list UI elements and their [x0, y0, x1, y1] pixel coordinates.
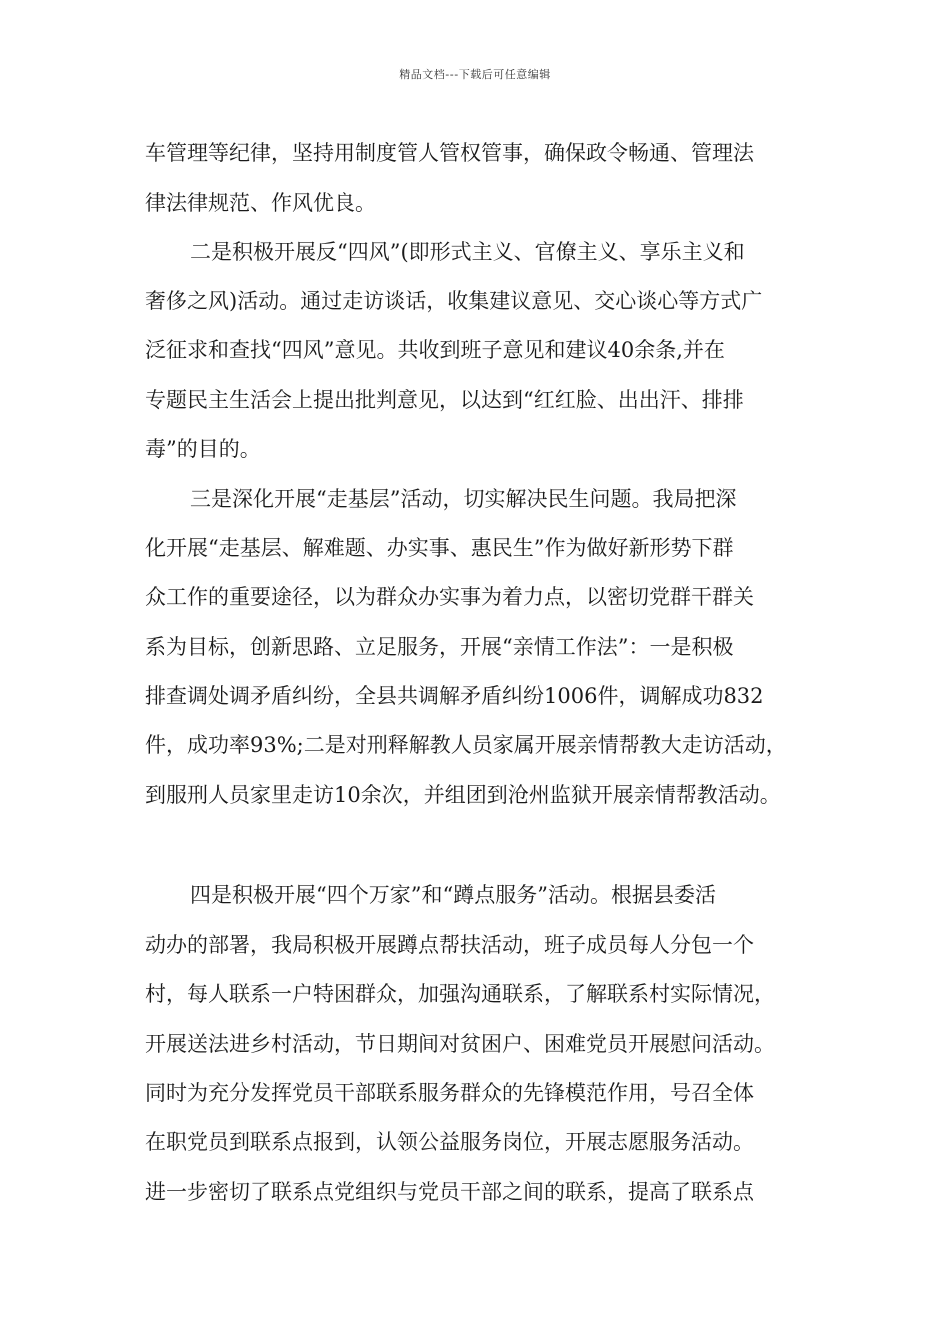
- body-line: 村，每人联系一户特困群众，加强沟通联系，了解联系村实际情况，: [145, 982, 775, 1006]
- body-line: 奢侈之风)活动。通过走访谈话，收集建议意见、交心谈心等方式广: [145, 289, 763, 313]
- page-header: 精品文档---下载后可任意编辑: [399, 68, 551, 81]
- body-line: 件，成功率93%;二是对刑释解教人员家属开展亲情帮教大走访活动，: [145, 733, 787, 757]
- body-line: 众工作的重要途径，以为群众办实事为着力点，以密切党群干群关: [145, 585, 754, 609]
- body-line: 动办的部署，我局积极开展蹲点帮扶活动，班子成员每人分包一个: [145, 933, 754, 957]
- body-line: 化开展“走基层、解难题、办实事、惠民生”作为做好新形势下群: [145, 536, 734, 560]
- body-line: 泛征求和查找“四风”意见。共收到班子意见和建议40余条,并在: [145, 338, 725, 362]
- body-line: 系为目标，创新思路、立足服务，开展“亲情工作法”：一是积极: [145, 635, 734, 659]
- body-line: 律法律规范、作风优良。: [145, 191, 376, 215]
- body-line: 在职党员到联系点报到，认领公益服务岗位，开展志愿服务活动。: [145, 1130, 754, 1154]
- body-line: 排查调处调矛盾纠纷，全县共调解矛盾纠纷1006件，调解成功832: [145, 684, 764, 708]
- body-line: 到服刑人员家里走访10余次，并组团到沧州监狱开展亲情帮教活动。: [145, 783, 781, 807]
- body-line: 二是积极开展反“四风”(即形式主义、官僚主义、享乐主义和: [190, 240, 745, 264]
- body-line: 四是积极开展“四个万家”和“蹲点服务”活动。根据县委活: [190, 883, 716, 907]
- body-line: 进一步密切了联系点党组织与党员干部之间的联系，提高了联系点: [145, 1180, 754, 1204]
- body-line: 开展送法进乡村活动，节日期间对贫困户、困难党员开展慰问活动。: [145, 1032, 775, 1056]
- body-line: 车管理等纪律，坚持用制度管人管权管事，确保政令畅通、管理法: [145, 141, 754, 165]
- body-line: 三是深化开展“走基层”活动，切实解决民生问题。我局把深: [190, 487, 737, 511]
- body-line: 毒”的目的。: [145, 437, 261, 461]
- body-line: 同时为充分发挥党员干部联系服务群众的先锋模范作用，号召全体: [145, 1081, 754, 1105]
- body-line: 专题民主生活会上提出批判意见，以达到“红红脸、出出汗、排排: [145, 388, 744, 412]
